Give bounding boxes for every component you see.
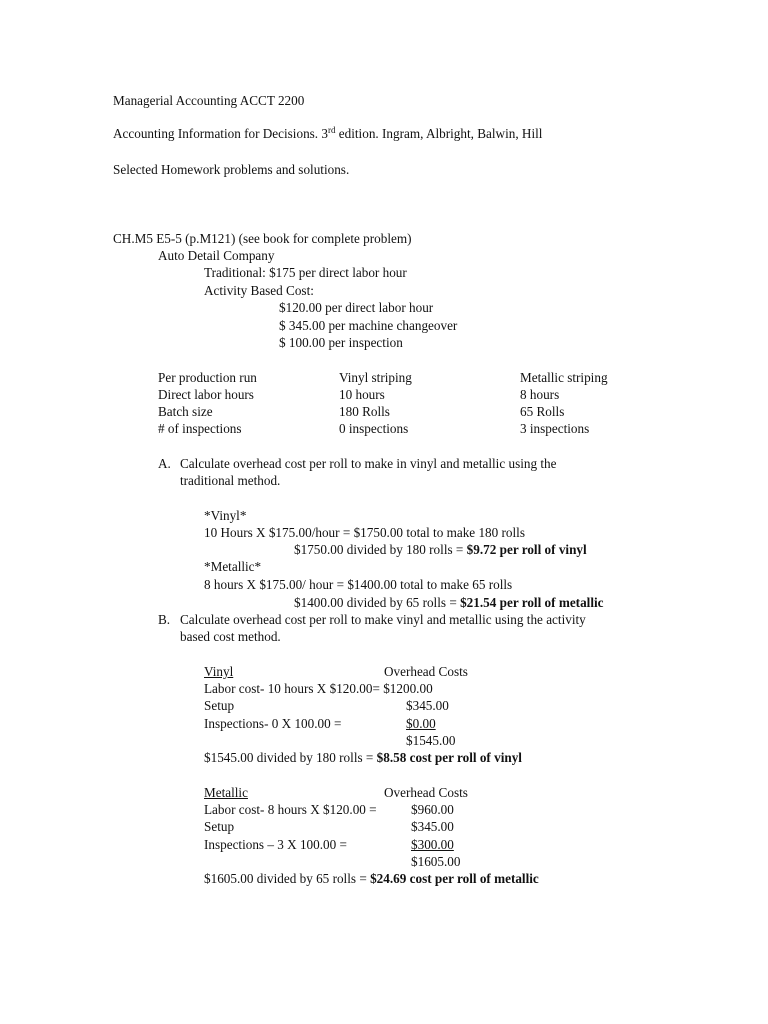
traditional-rate: Traditional: $175 per direct labor hour — [204, 265, 407, 280]
table-cell: 8 hours — [520, 387, 560, 402]
vinyl-abc-divide: $1545.00 divided by 180 rolls = — [204, 750, 377, 765]
part-a-vinyl-calc: 10 Hours X $175.00/hour = $1750.00 total to make 180 rolls — [204, 525, 525, 540]
vinyl-setup-label: Setup — [204, 698, 235, 713]
part-a-metallic-label: *Metallic* — [204, 559, 262, 574]
metallic-labor-label: Labor cost- 8 hours X $120.00 = — [204, 802, 377, 817]
vinyl-overhead-header — [204, 665, 480, 678]
metallic-overhead-header — [204, 786, 480, 799]
metallic-header-right: Overhead Costs — [384, 785, 468, 800]
table-cell: Direct labor hours — [158, 387, 254, 402]
book-ordinal-suffix: rd — [327, 125, 336, 135]
table-cell: 3 inspections — [520, 421, 590, 436]
table-cell: Batch size — [158, 404, 213, 419]
part-a-vinyl-answer — [294, 543, 587, 556]
metallic-labor-value: $960.00 — [411, 802, 454, 817]
metallic-abc-result: $24.69 cost per roll of metallic — [370, 871, 539, 886]
part-a-question: Calculate overhead cost per roll to make in vinyl and metallic using the — [180, 456, 557, 471]
table-cell: 0 inspections — [339, 421, 409, 436]
part-a-question-cont: traditional method. — [180, 473, 281, 488]
metallic-header-left: Metallic — [204, 785, 248, 800]
metallic-setup-value: $345.00 — [411, 819, 454, 834]
vinyl-setup-value: $345.00 — [406, 698, 449, 713]
table-cell: # of inspections — [158, 421, 242, 436]
abc-rate-labor: $120.00 per direct labor hour — [279, 300, 434, 315]
abc-rate-changeover: $ 345.00 per machine changeover — [279, 318, 458, 333]
part-a-metallic-answer — [294, 596, 604, 609]
part-a-vinyl-divide: $1750.00 divided by 180 rolls = — [294, 542, 467, 557]
book-title — [113, 127, 542, 140]
course-title: Managerial Accounting ACCT 2200 — [113, 93, 305, 108]
metallic-inspections-label: Inspections – 3 X 100.00 = — [204, 837, 347, 852]
table-cell: Metallic striping — [520, 370, 608, 385]
book-title-main: Accounting Information for Decisions. 3 — [113, 126, 328, 141]
vinyl-total-value: $1545.00 — [406, 733, 456, 748]
vinyl-labor-cost: Labor cost- 10 hours X $120.00= $1200.00 — [204, 681, 433, 696]
metallic-setup-label: Setup — [204, 819, 235, 834]
part-a-vinyl-label: *Vinyl* — [204, 508, 247, 523]
metallic-abc-divide: $1605.00 divided by 65 rolls = — [204, 871, 371, 886]
book-title-rest: edition. Ingram, Albright, Balwin, Hill — [335, 126, 543, 141]
part-a-metallic-calc: 8 hours X $175.00/ hour = $1400.00 total to make 65 rolls — [204, 577, 513, 592]
part-a-metallic-result: $21.54 per roll of metallic — [460, 595, 604, 610]
table-cell: Per production run — [158, 370, 257, 385]
problem-reference: CH.M5 E5-5 (p.M121) (see book for complete problem) — [113, 231, 412, 246]
metallic-abc-answer — [204, 872, 539, 885]
vinyl-abc-result: $8.58 cost per roll of vinyl — [376, 750, 522, 765]
document-subtitle: Selected Homework problems and solutions. — [113, 162, 350, 177]
part-a-metallic-divide: $1400.00 divided by 65 rolls = — [294, 595, 461, 610]
table-cell: Vinyl striping — [339, 370, 412, 385]
metallic-inspections-value: $300.00 — [411, 837, 454, 852]
vinyl-header-right: Overhead Costs — [384, 664, 468, 679]
metallic-total-value: $1605.00 — [411, 854, 461, 869]
table-cell: 10 hours — [339, 387, 385, 402]
vinyl-abc-answer — [204, 751, 522, 764]
table-cell: 180 Rolls — [339, 404, 390, 419]
part-b-marker: B. — [158, 612, 171, 627]
vinyl-header-left: Vinyl — [204, 664, 234, 679]
abc-rate-inspection: $ 100.00 per inspection — [279, 335, 403, 350]
part-b-question: Calculate overhead cost per roll to make vinyl and metallic using the activity — [180, 612, 586, 627]
vinyl-inspections-value: $0.00 — [406, 716, 436, 731]
vinyl-inspections-label: Inspections- 0 X 100.00 = — [204, 716, 342, 731]
company-name: Auto Detail Company — [158, 248, 275, 263]
table-cell: 65 Rolls — [520, 404, 565, 419]
part-a-vinyl-result: $9.72 per roll of vinyl — [466, 542, 587, 557]
part-b-question-cont: based cost method. — [180, 629, 281, 644]
part-a-marker: A. — [158, 456, 171, 471]
abc-label: Activity Based Cost: — [204, 283, 314, 298]
